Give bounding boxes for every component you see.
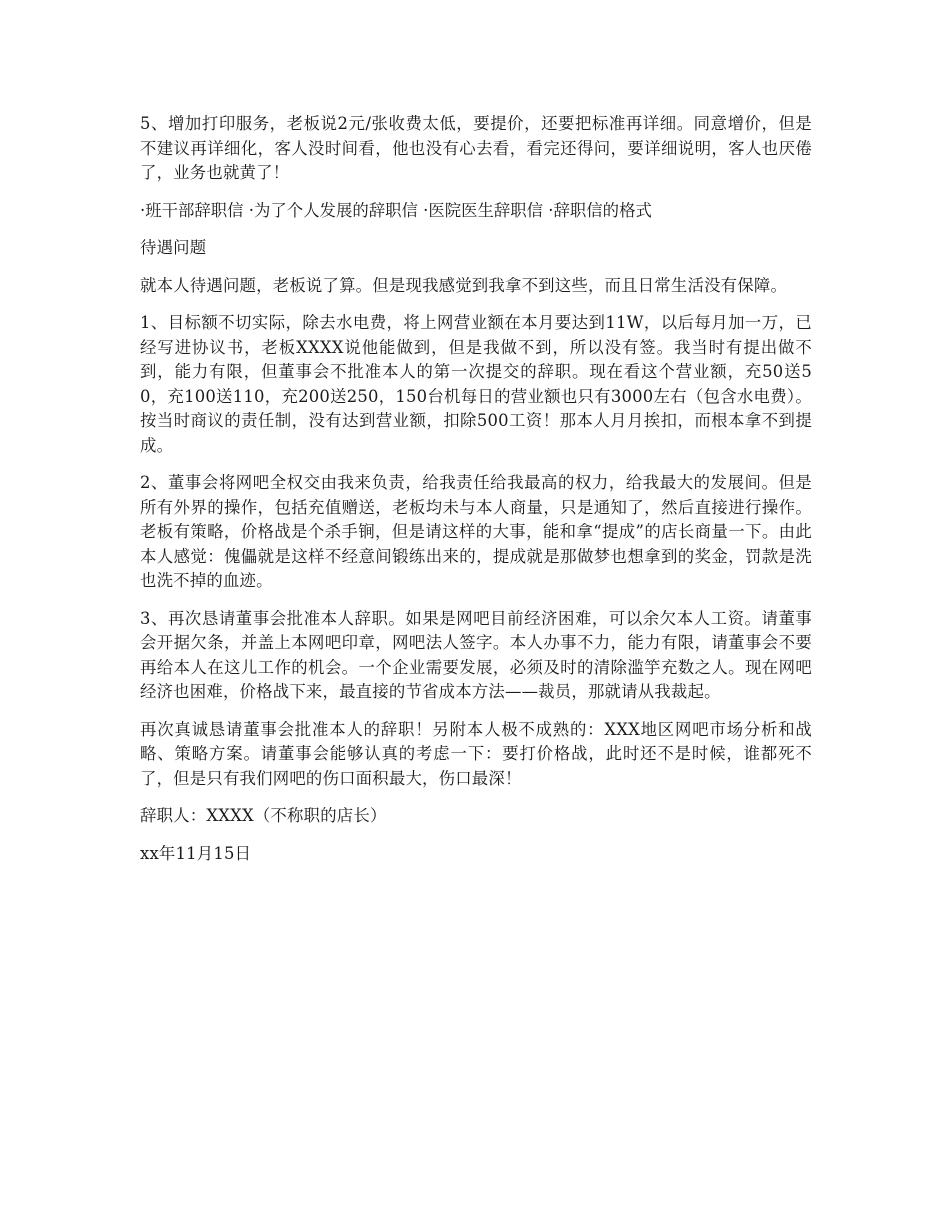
paragraph-point-1: 1、目标额不切实际，除去水电费，将上网营业额在本月要达到11W，以后每月加一万，已经写进协议书，老板XXXX说他能做到，但是我做不到，所以没有签。我当时有提出做不到，能力有限，但董事会不批准本人的第一次提交的辞职。现在看这个营业额，充50送50，充100送110，充200送250，150台机每日的营业额也只有3000左右（包含水电费）。按当时商议的责任制，没有达到营业额，扣除500工资！那本人月月挨扣，而根本拿不到提成。 — [140, 313, 812, 455]
document-page — [140, 112, 812, 879]
paragraph-point-3: 3、再次恳请董事会批准本人辞职。如果是网吧目前经济困难，可以余欠本人工资。请董事会开据欠条，并盖上本网吧印章，网吧法人签字。本人办事不力，能力有限，请董事会不要再给本人在这儿工作的机会。一个企业需要发展，必须及时的清除滥竽充数之人。现在网吧经济也困难，价格战下来，最直接的节省成本方法——裁员，那就请从我裁起。 — [140, 608, 812, 701]
related-link-resignation-format[interactable]: 辞职信的格式 — [553, 200, 652, 220]
paragraph-point-2: 2、董事会将网吧全权交由我来负责，给我责任给我最高的权力，给我最大的发展间。但是所有外界的操作，包括充值赠送，老板均未与本人商量，只是通知了，然后直接进行操作。老板有策略，价格战是个杀手锏，但是请这样的大事，能和拿“提成”的店长商量一下。由此本人感觉：傀儡就是这样不经意间锻练出来的，提成就是那做梦也想拿到的奖金，罚款是洗也洗不掉的血迹。 — [140, 473, 812, 590]
link-separator: · — [140, 200, 146, 220]
related-link-class-cadre-resignation[interactable]: 班干部辞职信 — [145, 200, 244, 220]
paragraph-intro: 就本人待遇问题，老板说了算。但是现我感觉到我拿不到这些，而且日常生活没有保障。 — [140, 275, 788, 295]
related-links — [140, 199, 812, 224]
link-separator: · — [423, 200, 429, 220]
section-heading: 待遇问题 — [140, 238, 207, 257]
paragraph-closing: 再次真诚恳请董事会批准本人的辞职！另附本人极不成熟的：XXX地区网吧市场分析和战略、策略方案。请董事会能够认真的考虑一下：要打价格战，此时还不是时候，谁都死不了，但是只有我们网吧的伤口面积最大，伤口最深！ — [140, 719, 812, 788]
link-separator: · — [548, 200, 554, 220]
related-link-hospital-doctor-resignation[interactable]: 医院医生辞职信 — [428, 200, 544, 220]
paragraph-printing-service: 5、增加打印服务，老板说2元/张收费太低，要提价，还要把标准再详细。同意增价，但是不建议再详细化，客人没时间看，他也没有心去看，看完还得问，要详细说明，客人也厌倦了，业务也就黄了！ — [140, 114, 812, 182]
signature: 辞职人：XXXX（不称职的店长） — [140, 806, 387, 825]
link-separator: · — [248, 200, 254, 220]
related-link-personal-development-resignation[interactable]: 为了个人发展的辞职信 — [254, 200, 418, 220]
date: xx年11月15日 — [140, 843, 252, 863]
